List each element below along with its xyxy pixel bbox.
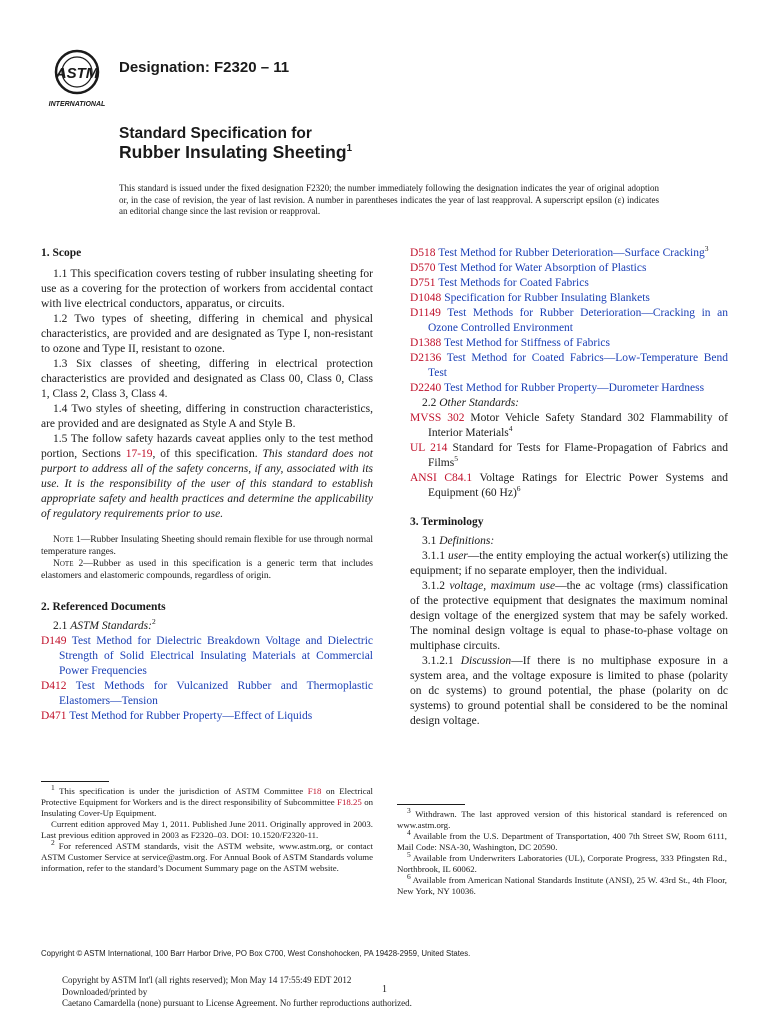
reference-title[interactable]: Test Method for Stiffness of Fabrics [443,337,611,349]
reference-item [41,679,373,709]
scope-1-4: 1.4 Two styles of sheeting, differing in construction characteristics, are provided and are designated as Style A and Style B. [41,403,373,430]
title-footnote-mark: 1 [346,143,353,155]
scope-heading: 1. Scope [41,247,82,259]
title-text: Rubber Insulating Sheeting [119,142,347,162]
note-2-label: Note [53,559,74,569]
reference-title: Voltage Ratings for Electric Power Systems and Equipment (60 Hz) [428,472,728,499]
reference-code-link[interactable]: D570 [410,262,436,274]
term-3-1-1-num: 3.1.1 [422,550,448,562]
reference-code-link[interactable]: D2240 [410,382,442,394]
reference-title[interactable]: Test Method for Dielectric Breakdown Voltage and Dielectric Strength of Solid Electrical Insulating Materials at Commercial Power Frequencies [59,635,373,677]
reference-code-link[interactable]: D751 [410,277,436,289]
reference-item [410,306,728,336]
footnote-6 [397,872,727,897]
reference-item [410,276,728,291]
footnote-rule-left [41,781,109,782]
sub-2-1-text: ASTM Standards: [70,620,152,632]
reference-title[interactable]: Test Method for Rubber Property—Durometer Hardness [443,382,705,394]
note-2-text: 2—Rubber as used in this specification is a generic term that includes elastomers and elastomeric compounds, regardless of origin. [41,559,373,581]
note-1-text: 1—Rubber Insulating Sheeting should remain flexible for use through normal temperature ranges. [41,535,373,557]
reference-title[interactable]: Specification for Rubber Insulating Blankets [444,292,650,304]
reference-code-link[interactable]: D471 [41,710,67,722]
reference-code-link[interactable]: D2136 [410,352,442,364]
term-discussion-text: —If there is no multiphase exposure in a system area, and the voltage exposure is limited to phase (polarity on dc systems) to ground potential, the phase (polarity on dc systems) to ground potential shall be considered to be the nominal design voltage. [410,655,729,727]
reference-code-link[interactable]: ANSI C84.1 [410,472,473,484]
fn4-text: Available from the U.S. Department of Transportation, 400 7th Street SW, Room 6111, Mail Code: NSA-30, Washington, DC 20590. [397,831,727,852]
astm-standards-label [41,619,373,634]
fn6-text: Available from American National Standards Institute (ANSI), 25 W. 43rd St., 4th Floor, New York, NY 10036. [397,875,727,896]
reference-title[interactable]: Test Methods for Vulcanized Rubber and Thermoplastic Elastomers—Tension [59,680,373,707]
reference-code-link[interactable]: MVSS 302 [410,412,465,424]
logo-subtext: INTERNATIONAL [48,101,106,108]
footnote-3 [397,806,727,831]
reference-title[interactable]: Test Method for Coated Fabrics—Low-Temperature Bend Test [428,352,728,379]
reference-code-link[interactable]: D412 [41,680,67,692]
reference-footnote-mark: 5 [454,454,458,464]
fn4-mark: 4 [407,828,411,838]
term-3-1-1 [410,549,728,579]
title-line-1: Standard Specification for [119,125,312,142]
sections-link[interactable]: 17-19 [125,448,153,460]
term-voltage: voltage, maximum use [449,580,556,592]
reference-title[interactable]: Test Methods for Rubber Deterioration—Cracking in an Ozone Controlled Environment [428,307,728,334]
reference-code-link[interactable]: D149 [41,635,67,647]
footnote-rule-right [397,804,465,805]
footnote-5 [397,850,727,875]
fn5-mark: 5 [407,850,411,860]
download-line-3: Caetano Camardella (none) pursuant to License Agreement. No further reproductions authorized. [62,998,412,1008]
reference-item [410,381,728,396]
other-standards-label [410,396,728,411]
safety-caveat: This standard does not purport to address all of the safety concerns, if any, associated with its use. It is the responsibility of the user of this standard to establish appropriate safety and health practices and determine the applicability of regulatory requirements prior to use. [41,448,373,520]
sub-2-1-fn: 2 [151,617,156,627]
reference-title[interactable]: Test Method for Water Absorption of Plastics [438,262,647,274]
reference-footnote-mark: 6 [516,484,521,494]
reference-title[interactable]: Test Method for Rubber Deterioration—Surface Cracking [438,247,705,259]
term-3-1-2-1-num: 3.1.2.1 [422,655,461,667]
fn1-text-a: This specification is under the jurisdiction of ASTM Committee [54,786,308,796]
reference-item [410,411,728,441]
reference-footnote-mark: 4 [508,424,513,434]
scope-1-2: 1.2 Two types of sheeting, differing in chemical and physical characteristics, are provided and are designated as Type I, non-resistant to ozone and Type II, resistant to ozone. [41,313,373,355]
note-2 [41,558,373,582]
fn1-text-c: on Insulating Cover-Up Equipment. [41,797,373,818]
terminology-heading: 3. Terminology [410,516,484,528]
footnote-1-edition: Current edition approved May 1, 2011. Published June 2011. Originally approved in 2003. Last previous edition approved in 2003 as F2320–03. DOI: 10.1520/F2320-11. [41,819,373,840]
intro-paragraph: This standard is issued under the fixed designation F2320; the number immediately following the designation indicates the year of original adoption or, in the case of revision, the year of last revision. A number in parentheses indicates the year of last reapproval. A superscript epsilon (ε) indicates an editorial change since the last revision or reapproval. [119,183,659,216]
download-line-1: Copyright by ASTM Int'l (all rights reserved); Mon May 14 17:55:49 EDT 2012 [62,975,352,985]
footnotes-left [41,783,373,874]
term-3-1-2-num: 3.1.2 [422,580,450,592]
reference-item [410,351,728,381]
reference-code-link[interactable]: D1388 [410,337,442,349]
reference-code-link[interactable]: D518 [410,247,436,259]
reference-item [410,291,728,306]
reference-footnote-mark: 3 [704,244,709,254]
term-3-1-2 [410,579,728,654]
term-voltage-def: —the ac voltage (rms) classification of the protective equipment that designates the maximum nominal design voltage of the energized system that may be safely worked. The nominal design voltage is equal to phase-to-phase voltage on multiphase circuits. [410,580,728,652]
referenced-heading: 2. Referenced Documents [41,601,166,613]
reference-item [410,471,728,501]
fn5-text: Available from Underwriters Laboratories (UL), Corporate Progress, 333 Pfingsten Rd., Northbrook, IL 60062. [397,853,727,874]
term-3-1-2-1 [410,654,728,729]
astm-logo-mark [42,48,112,110]
other-refs-list [410,411,728,501]
download-stamp [62,975,412,1010]
fn2-text: For referenced ASTM standards, visit the ASTM website, www.astm.org, or contact ASTM Customer Service at service@astm.org. For Annual Book of ASTM Standards volume information, refer to the standard’s Document Summary page on the ASTM website. [41,841,373,873]
fn3-text: Withdrawn. The last approved version of this historical standard is referenced on www.astm.org. [397,809,727,830]
page-number: 1 [382,984,387,995]
left-column [41,246,373,724]
sub-2-2-text: Other Standards: [439,397,520,409]
scope-1-5 [41,432,373,522]
reference-item [41,709,373,724]
sub-2-2-num: 2.2 [422,397,440,409]
reference-title: Standard for Tests for Flame-Propagation of Fabrics and Films [428,442,728,469]
sub-2-1-num: 2.1 [53,620,71,632]
term-3-1-text: Definitions: [439,535,495,547]
footnote-4 [397,828,727,853]
reference-item [41,634,373,679]
committee-f18-link[interactable]: F18 [307,786,322,796]
fn2-mark: 2 [51,838,55,848]
astm-refs-list-right [410,246,728,396]
scope-1-5-text: 1.5 The follow safety hazards caveat applies only to the test method portion, Sections [41,433,373,460]
reference-code-link[interactable]: D1149 [410,307,441,319]
term-user: user [447,550,468,562]
note-1-label: Note [53,535,74,545]
right-column [410,246,728,729]
term-3-1-num: 3.1 [422,535,440,547]
reference-item [410,246,728,261]
footnotes-right [397,806,727,897]
fn3-mark: 3 [407,806,411,816]
reference-item [410,261,728,276]
reference-item [410,441,728,471]
scope-1-3: 1.3 Six classes of sheeting, differing in electrical protection characteristics are provided and designated as Class 00, Class 0, Class 1, Class 2, Class 3, Class 4. [41,358,373,400]
title-line-2 [119,142,353,162]
fn6-mark: 6 [407,872,411,882]
term-3-1 [410,534,728,549]
reference-code-link[interactable]: D1048 [410,292,442,304]
scope-1-5-text-b: , of this specification. [152,448,263,460]
fn1-mark: 1 [51,783,55,793]
subcommittee-link[interactable]: F18.25 [337,797,362,807]
note-1 [41,534,373,558]
footnote-2 [41,838,373,874]
reference-title: Motor Vehicle Safety Standard 302 Flammability of Interior Materials [428,412,729,439]
scope-1-1: 1.1 This specification covers testing of rubber insulating sheeting for use as a covering for the protection of workers from accidental contact with live electrical conductors, apparatus, or circuits. [41,268,373,310]
reference-item [410,336,728,351]
term-user-def: —the entity employing the actual worker(s) utilizing the equipment; if no separate employer, then the individual. [410,550,729,577]
astm-refs-list-left [41,634,373,724]
term-discussion: Discussion [460,655,512,667]
astm-logo [42,48,112,110]
footnote-1 [41,783,373,819]
reference-title[interactable]: Test Method for Rubber Property—Effect of Liquids [69,710,313,722]
copyright-line: Copyright © ASTM International, 100 Barr Harbor Drive, PO Box C700, West Conshohocken, PA 19428-2959, United States. [41,949,471,958]
logo-text: ASTM [55,65,99,82]
download-line-2: Downloaded/printed by [62,986,148,997]
reference-title[interactable]: Test Methods for Coated Fabrics [438,277,589,289]
fn1-text-b: on Electrical Protective Equipment for Workers and is the direct responsibility of Subcommittee [41,786,373,807]
designation: Designation: F2320 – 11 [119,59,290,76]
reference-code-link[interactable]: UL 214 [410,442,448,454]
